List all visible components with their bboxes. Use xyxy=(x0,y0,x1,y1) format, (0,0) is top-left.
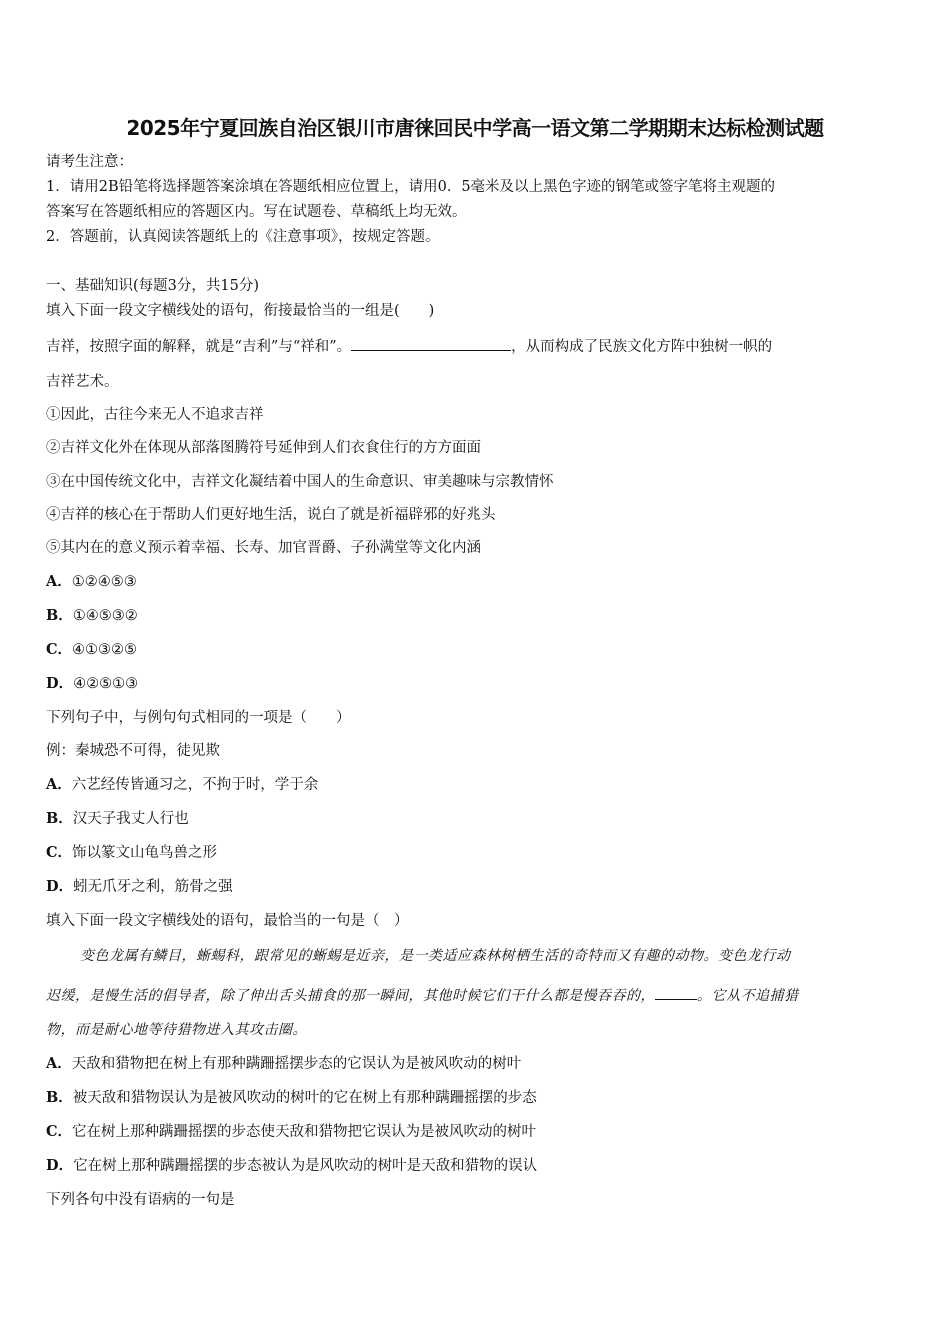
q1-item-3: ③在中国传统文化中，吉祥文化凝结着中国人的生命意识、审美趣味与宗教情怀 xyxy=(46,474,554,490)
option-text: 汉天子我丈人行也 xyxy=(72,811,189,827)
option-letter: A． xyxy=(46,573,72,590)
option-letter: A． xyxy=(46,1055,72,1072)
option-letter: D． xyxy=(46,1157,74,1174)
option-letter: B． xyxy=(46,810,73,827)
q3-passage-part-a: 迟缓，是慢生活的倡导者，除了伸出舌头捕食的那一瞬间，其他时候它们干什么都是慢吞吞的， xyxy=(46,988,655,1004)
q1-passage-part-b: ，从而构成了民族文化方阵中独树一帜的 xyxy=(511,339,773,355)
q3-passage-part-b: 。它从不追捕猎 xyxy=(697,988,799,1004)
q2-option-a[interactable] xyxy=(46,775,318,795)
q3-passage-line-2 xyxy=(46,984,799,1006)
q1-option-d[interactable] xyxy=(46,674,138,694)
option-letter: B． xyxy=(46,1089,73,1106)
option-text: 饰以篆文山龟鸟兽之形 xyxy=(72,845,218,861)
q3-option-a[interactable] xyxy=(46,1054,521,1074)
q1-option-a[interactable] xyxy=(46,572,137,592)
option-text: 它在树上那种蹒跚摇摆的步态被认为是风吹动的树叶是天敌和猎物的误认 xyxy=(73,1158,538,1174)
page-title: 2025年宁夏回族自治区银川市唐徕回民中学高一语文第二学期期末达标检测试题 xyxy=(126,116,824,140)
q3-stem: 填入下面一段文字横线处的语句，最恰当的一句是（ ） xyxy=(46,913,409,929)
fill-blank xyxy=(655,984,697,1000)
q1-item-4: ④吉祥的核心在于帮助人们更好地生活，说白了就是祈福辟邪的好兆头 xyxy=(46,507,496,523)
notice-line-3: 2．答题前，认真阅读答题纸上的《注意事项》，按规定答题。 xyxy=(46,229,440,245)
option-letter: C． xyxy=(46,844,73,861)
option-letter: B． xyxy=(46,607,73,624)
option-text: 天敌和猎物把在树上有那种蹒跚摇摆步态的它误认为是被风吹动的树叶 xyxy=(71,1056,522,1072)
option-letter: C． xyxy=(46,1123,73,1140)
section-heading: 一、基础知识(每题3分，共15分) xyxy=(46,278,259,294)
q2-option-b[interactable] xyxy=(46,809,189,829)
option-text: 它在树上那种蹒跚摇摆的步态使天敌和猎物把它误认为是被风吹动的树叶 xyxy=(72,1124,537,1140)
q2-option-d[interactable] xyxy=(46,877,233,897)
fill-blank xyxy=(351,335,511,351)
q3-option-b[interactable] xyxy=(46,1088,537,1108)
q1-option-c[interactable] xyxy=(46,640,137,660)
option-text: ①④⑤③② xyxy=(72,608,138,624)
option-text: 蚓无爪牙之利，筋骨之强 xyxy=(73,879,233,895)
q1-item-1: ①因此，古往今来无人不追求吉祥 xyxy=(46,407,264,423)
q1-passage-line-2: 吉祥艺术。 xyxy=(46,374,119,390)
q1-passage-part-a: 吉祥，按照字面的解释，就是“吉利”与“祥和”。 xyxy=(46,339,352,355)
q3-option-d[interactable] xyxy=(46,1156,537,1176)
option-letter: D． xyxy=(46,878,74,895)
q4-stem: 下列各句中没有语病的一句是 xyxy=(46,1192,235,1208)
q1-item-5: ⑤其内在的意义预示着幸福、长寿、加官晋爵、子孙满堂等文化内涵 xyxy=(46,540,481,556)
option-letter: A． xyxy=(46,776,72,793)
option-text: ④②⑤①③ xyxy=(73,676,139,692)
option-text: ①②④⑤③ xyxy=(71,574,137,590)
notice-line-1: 1．请用2B铅笔将选择题答案涂填在答题纸相应位置上，请用0．5毫米及以上黑色字迹的钢笔或签字笔将主观题的 xyxy=(46,179,776,195)
option-letter: C． xyxy=(46,641,73,658)
q2-example: 例：秦城恐不可得，徒见欺 xyxy=(46,743,220,759)
q1-passage-line-1 xyxy=(46,335,772,357)
q2-option-c[interactable] xyxy=(46,843,217,863)
q1-stem: 填入下面一段文字横线处的语句，衔接最恰当的一组是( ) xyxy=(46,303,435,319)
q1-item-2: ②吉祥文化外在体现从部落图腾符号延伸到人们衣食住行的方方面面 xyxy=(46,440,481,456)
q3-passage-line-3: 物，而是耐心地等待猎物进入其攻击圈。 xyxy=(46,1022,307,1038)
notice-heading: 请考生注意： xyxy=(46,154,133,170)
option-text: 六艺经传皆通习之，不拘于时，学于余 xyxy=(71,777,319,793)
q3-passage-line-1: 变色龙属有鳞目，蜥蜴科，跟常见的蜥蜴是近亲，是一类适应森林树栖生活的奇特而又有趣的动物。变色龙行动 xyxy=(80,948,791,964)
option-letter: D． xyxy=(46,675,74,692)
notice-line-2: 答案写在答题纸相应的答题区内。写在试题卷、草稿纸上均无效。 xyxy=(46,204,467,220)
q2-stem: 下列句子中，与例句句式相同的一项是（ ） xyxy=(46,710,351,726)
option-text: ④①③②⑤ xyxy=(72,642,138,658)
q3-option-c[interactable] xyxy=(46,1122,536,1142)
q1-option-b[interactable] xyxy=(46,606,138,626)
option-text: 被天敌和猎物误认为是被风吹动的树叶的它在树上有那种蹒跚摇摆的步态 xyxy=(72,1090,537,1106)
